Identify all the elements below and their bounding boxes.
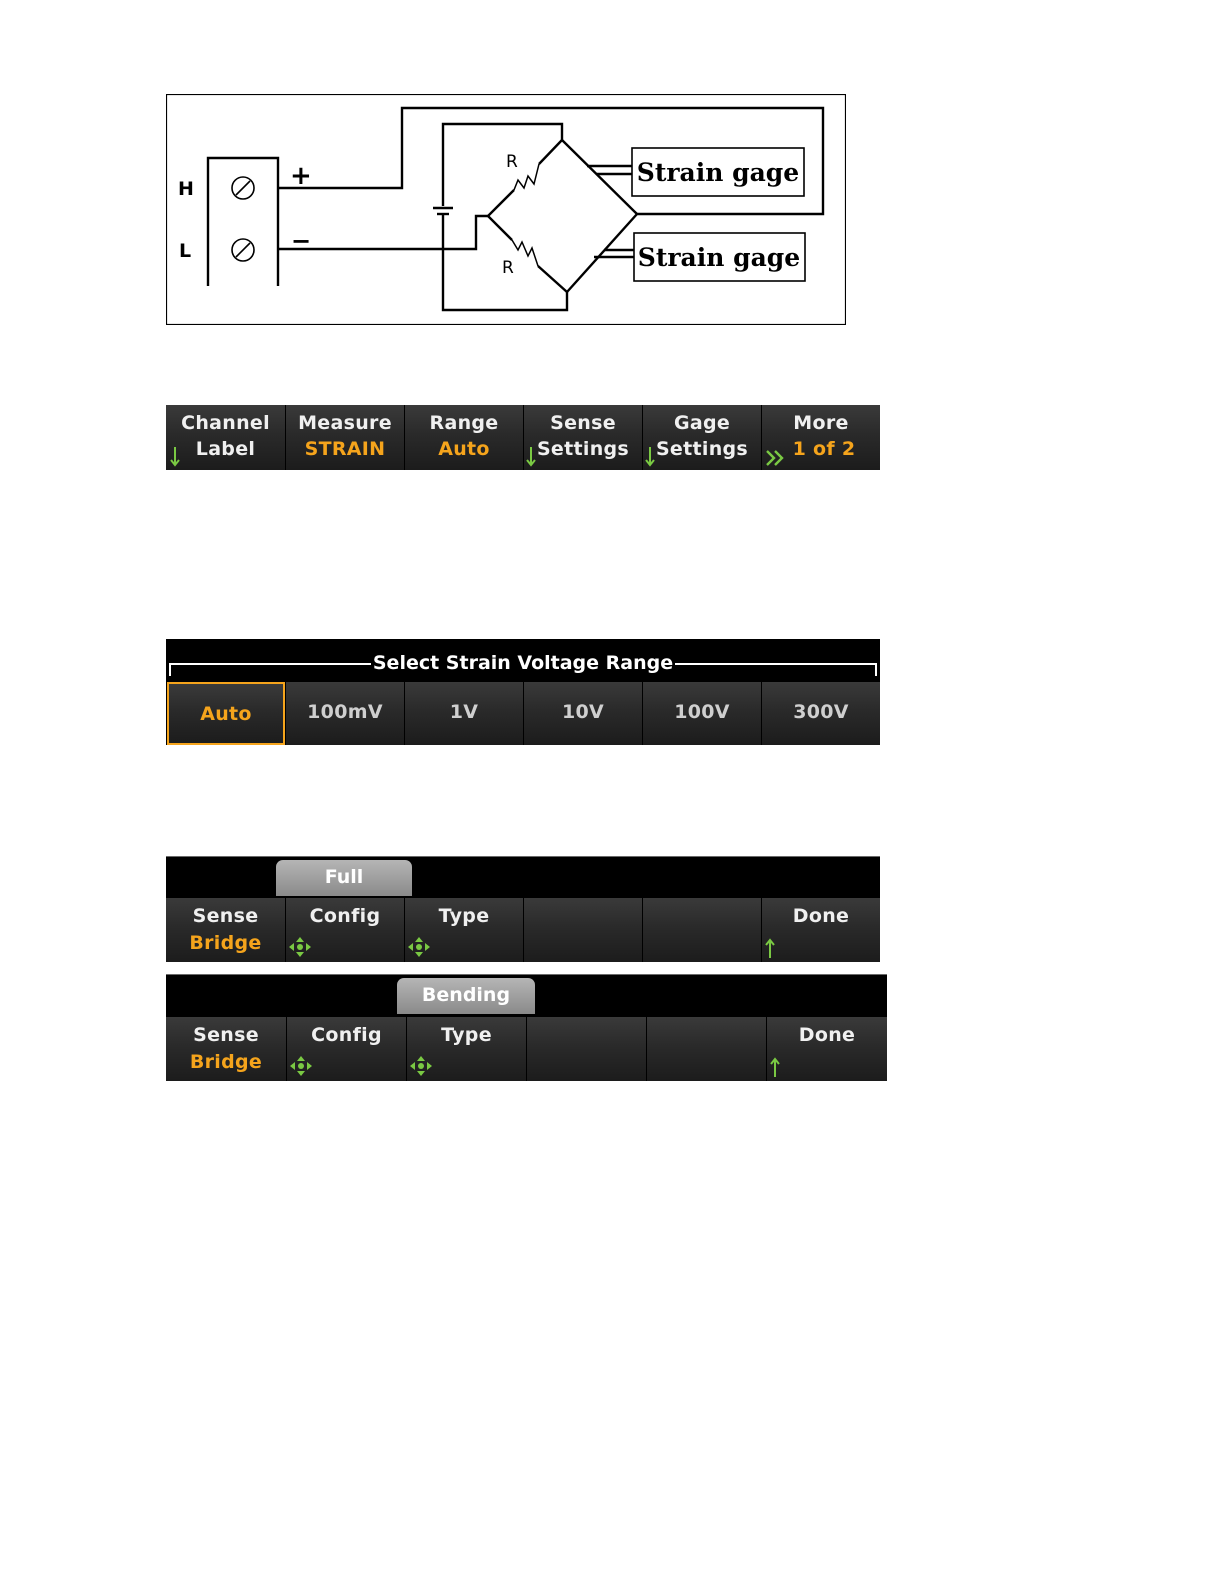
config-softkey[interactable] (287, 1017, 407, 1081)
empty-softkey[interactable] (527, 1017, 647, 1081)
sense-softkey[interactable] (166, 1017, 287, 1081)
softkey-value: Auto (438, 438, 490, 460)
config-value-tab: Bending (397, 978, 535, 1014)
strain-gage-top-label: Strain gage (636, 158, 800, 187)
navigation-knob-icon (288, 936, 312, 958)
config-softkey[interactable] (286, 898, 405, 962)
more-softkey[interactable] (762, 405, 880, 470)
type-softkey[interactable] (407, 1017, 527, 1081)
minus-label: − (291, 227, 312, 255)
range-option-label: 1V (449, 701, 479, 723)
submenu-down-arrow-icon (170, 447, 180, 467)
softkey-value: 1 of 2 (792, 438, 856, 460)
navigation-knob-icon (407, 936, 431, 958)
range-option-10v[interactable] (524, 682, 643, 745)
softkey-label: Done (798, 1024, 856, 1046)
softkey-label: Config (311, 1024, 382, 1046)
measure-softkey[interactable] (286, 405, 405, 470)
resistor-top-label: R (506, 152, 518, 172)
menu-top-strip (166, 856, 880, 899)
softkey-label: Measure (298, 412, 392, 434)
sense-settings-bending-menu (166, 974, 887, 1081)
softkey-label: Sense (192, 905, 259, 927)
terminal-l-label: L (179, 240, 192, 262)
strain-gage-wiring-diagram (166, 94, 846, 325)
empty-softkey[interactable] (643, 898, 762, 962)
softkey-label: Gage (673, 412, 731, 434)
range-menu-title (166, 652, 880, 674)
range-option-300v[interactable] (762, 682, 880, 745)
done-softkey[interactable] (762, 898, 880, 962)
type-softkey[interactable] (405, 898, 524, 962)
resistor-bottom-label: R (502, 258, 514, 278)
range-option-label: 300V (793, 701, 849, 723)
range-option-label: 10V (561, 701, 605, 723)
gage-settings-softkey[interactable] (643, 405, 762, 470)
softkey-label: Channel (181, 412, 270, 434)
softkey-label: Done (792, 905, 850, 927)
softkey-label: Range (429, 412, 499, 434)
softkey-label: Sense (193, 1024, 259, 1046)
submenu-down-arrow-icon (526, 447, 536, 467)
sense-settings-full-menu (166, 856, 880, 962)
terminal-h-label: H (178, 178, 194, 200)
softkey-label: Sense (550, 412, 616, 434)
sense-softkeys (166, 1017, 887, 1081)
range-option-100v[interactable] (643, 682, 762, 745)
range-option-1v[interactable] (405, 682, 524, 745)
main-softkey-bar (166, 405, 880, 470)
empty-softkey[interactable] (647, 1017, 767, 1081)
navigation-knob-icon (409, 1055, 433, 1077)
softkey-label: Config (309, 905, 381, 927)
navigation-knob-icon (289, 1055, 313, 1077)
strain-gage-bottom-label: Strain gage (637, 243, 801, 272)
empty-softkey[interactable] (524, 898, 643, 962)
range-options (166, 682, 880, 745)
sense-softkey[interactable] (166, 898, 286, 962)
range-option-label: 100mV (307, 701, 383, 723)
range-selection-menu (166, 639, 880, 745)
range-option-label: 100V (674, 701, 730, 723)
range-option-auto[interactable] (167, 682, 285, 745)
softkey-label: Settings (655, 438, 749, 460)
plus-label: + (290, 161, 312, 191)
submenu-down-arrow-icon (645, 447, 655, 467)
softkey-label: Type (441, 1024, 492, 1046)
softkey-label: Label (195, 438, 256, 460)
range-option-label: Auto (200, 703, 252, 725)
softkey-value: Bridge (189, 1051, 263, 1073)
softkey-label: More (793, 412, 849, 434)
softkey-label: Settings (536, 438, 630, 460)
sense-softkeys (166, 898, 880, 962)
config-value-tab: Full (276, 860, 412, 896)
softkey-value: STRAIN (304, 438, 386, 460)
up-arrow-icon (770, 1057, 780, 1077)
range-menu-title-text: Select Strain Voltage Range (372, 652, 674, 674)
wiring-diagram-svg (166, 94, 846, 325)
sense-settings-softkey[interactable] (524, 405, 643, 470)
range-option-100mv[interactable] (286, 682, 405, 745)
done-softkey[interactable] (767, 1017, 887, 1081)
up-arrow-icon (765, 938, 775, 958)
double-chevron-right-icon (765, 447, 787, 467)
softkey-label: Type (438, 905, 490, 927)
range-softkey[interactable] (405, 405, 524, 470)
channel-label-softkey[interactable] (166, 405, 286, 470)
softkey-value: Bridge (189, 932, 262, 954)
diagram-frame (167, 95, 846, 325)
